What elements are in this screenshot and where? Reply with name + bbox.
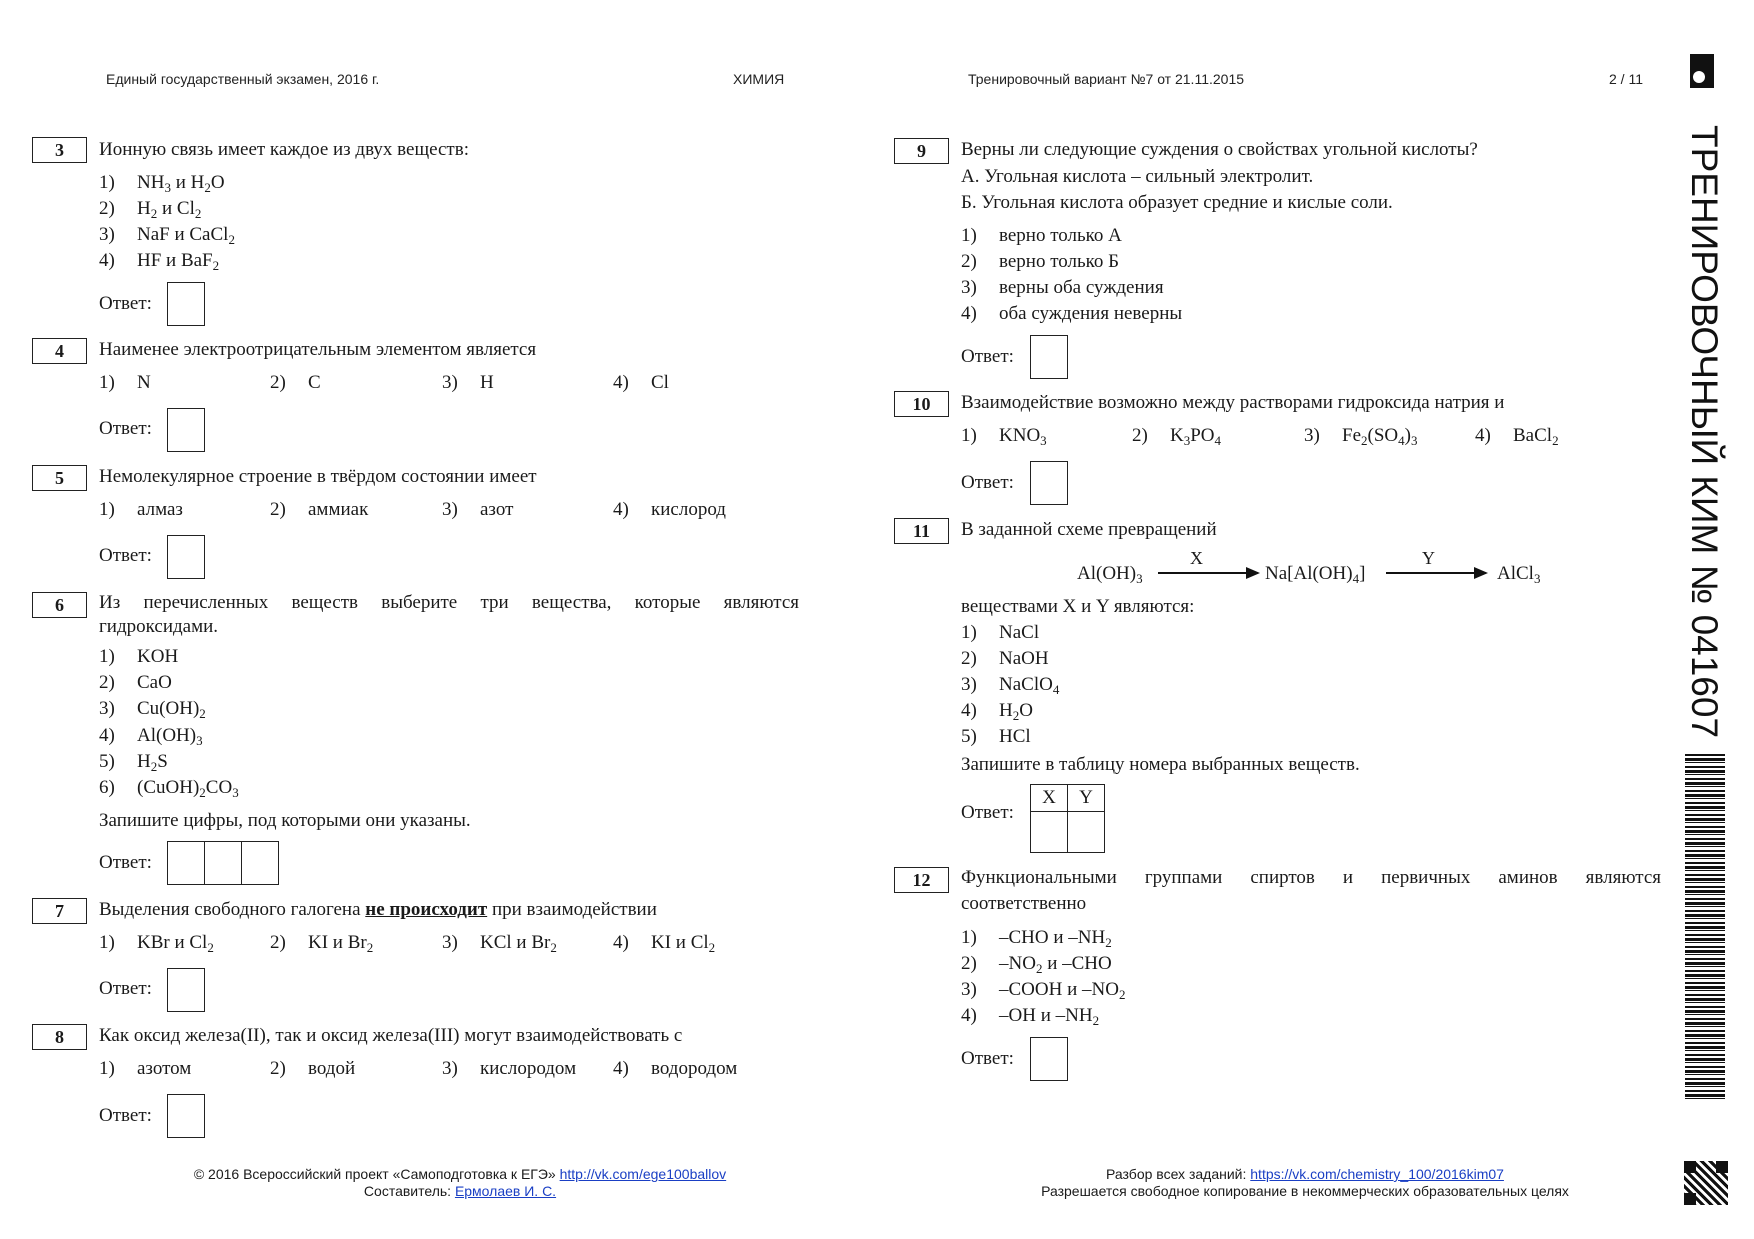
question-text-cont: веществами X и Y являются:: [961, 596, 1195, 617]
option: 3) NaF и CaCl$_2$: [99, 224, 235, 247]
answer-box[interactable]: [241, 841, 279, 885]
answer-box[interactable]: [204, 841, 242, 885]
option: 3) H: [442, 372, 494, 393]
option: 4) оба суждения неверны: [961, 303, 1183, 324]
answer-box[interactable]: [1030, 335, 1068, 379]
exam-title: Единый государственный экзамен, 2016 г.: [106, 71, 380, 87]
option: 1) –CHO и $-NH_2$: [961, 927, 1112, 950]
question-number: 5: [32, 465, 87, 491]
answer-table: [1030, 784, 1105, 853]
answer-label: Ответ:: [961, 472, 1014, 493]
scheme-middle: $Na[Al(OH)_4]$: [1265, 563, 1366, 586]
side-title: [1684, 125, 1734, 739]
author-link[interactable]: Ермолаев И. С.: [454, 1183, 557, 1199]
marker-icon: [1690, 54, 1714, 88]
question-number: 12: [894, 867, 949, 893]
answer-label: Ответ:: [99, 1105, 152, 1126]
option: 2) C: [270, 372, 321, 393]
option: 4) BaCl$_2$: [1475, 425, 1559, 448]
note: Запишите в таблицу номера выбранных веществ.: [961, 754, 1360, 775]
footer-right: Разбор всех заданий: https://vk.com/chemistry_100/2016kim07 Разрешается свободное копирование в некоммерческих образовательных целях: [1041, 1166, 1569, 1199]
answer-cell-y[interactable]: [1068, 812, 1105, 853]
question-text-cont: соответственно: [961, 893, 1087, 914]
statement-b: Б. Угольная кислота образует средние и кислые соли.: [961, 192, 1393, 213]
option: 2) $K_3PO_4$: [1132, 425, 1222, 448]
option: 1) алмаз: [99, 499, 183, 520]
option: 4) водородом: [613, 1058, 738, 1079]
footer-left: © 2016 Всероссийский проект «Самоподготовка к ЕГЭ» http://vk.com/ege100ballov Составитель: Ермолаев И. С.: [193, 1166, 727, 1199]
note: Запишите цифры, под которыми они указаны.: [99, 810, 471, 831]
answer-label: Ответ:: [99, 293, 152, 314]
answer-box[interactable]: [1030, 1037, 1068, 1081]
option: 1) верно только А: [961, 225, 1122, 246]
answer-box[interactable]: [167, 408, 205, 452]
scheme-end: AlCl$_3$: [1497, 563, 1541, 586]
option: 3) –COOH и $-NO_2$: [961, 979, 1126, 1002]
question-number: 11: [894, 518, 949, 544]
option: 2) $-NO_2$ и –CHO: [961, 953, 1112, 976]
answer-label: Ответ:: [99, 978, 152, 999]
scheme-start: $Al(OH)_3$: [1077, 563, 1143, 586]
option: 1) азотом: [99, 1058, 192, 1079]
option: 2) $H_2$ и $Cl_2$: [99, 198, 202, 221]
question-number: 7: [32, 898, 87, 924]
question-text: Немолекулярное строение в твёрдом состоянии имеет: [99, 466, 537, 487]
question-text: Взаимодействие возможно между растворами гидроксида натрия и: [961, 392, 1505, 413]
question-text: Ионную связь имеет каждое из двух веществ:: [99, 139, 469, 160]
arrow: [1158, 572, 1258, 574]
option: 3) кислородом: [442, 1058, 577, 1079]
side-title-text: ТРЕНИРОВОЧНЫЙ КИМ № 041607: [1684, 125, 1725, 739]
option: 2) NaOH: [961, 648, 1049, 669]
answer-label: Ответ:: [961, 1048, 1014, 1069]
answer-label: Ответ:: [99, 545, 152, 566]
option: 1) KBr и $Cl_2$: [99, 932, 214, 955]
answer-cell-x[interactable]: [1031, 812, 1068, 853]
barcode: [1685, 754, 1725, 1100]
option: 4) HF и BaF$_2$: [99, 250, 220, 273]
answer-box[interactable]: [1030, 461, 1068, 505]
question-text-cont: гидроксидами.: [99, 616, 219, 637]
question-text: Как оксид железа(II), так и оксид железа(III) могут взаимодействовать с: [99, 1025, 683, 1046]
answer-box[interactable]: [167, 535, 205, 579]
option: 4) кислород: [613, 499, 726, 520]
table-header-x: X: [1031, 785, 1068, 812]
option: 4) $Al(OH)_3$: [99, 725, 203, 748]
option: 1) NaCl: [961, 622, 1040, 643]
option: 1) $KNO_3$: [961, 425, 1047, 448]
variant: Тренировочный вариант №7 от 21.11.2015: [968, 71, 1245, 87]
option: 5) $H_2S$: [99, 751, 168, 774]
option: 4) –OH и $-NH_2$: [961, 1005, 1100, 1028]
option: 2) аммиак: [270, 499, 369, 520]
table-header-y: Y: [1068, 785, 1105, 812]
option: 1) N: [99, 372, 151, 393]
option: 3) KCl и $Br_2$: [442, 932, 557, 955]
question-number: 6: [32, 592, 87, 618]
statement-a: А. Угольная кислота – сильный электролит.: [961, 166, 1314, 187]
option: 4) KI и $Cl_2$: [613, 932, 716, 955]
answer-box[interactable]: [167, 841, 205, 885]
answer-label: Ответ:: [961, 346, 1014, 367]
option: 3) NaClO$_4$: [961, 674, 1060, 697]
option: 2) верно только Б: [961, 251, 1120, 272]
option: 3) $Cu(OH)_2$: [99, 698, 206, 721]
answer-label: Ответ:: [961, 802, 1014, 823]
option: 3) $Fe_2(SO_4)_3$: [1304, 425, 1418, 448]
subject: ХИМИЯ: [733, 71, 785, 87]
question-number: 8: [32, 1024, 87, 1050]
qr-code: [1683, 1160, 1729, 1206]
question-text: Верны ли следующие суждения о свойствах угольной кислоты?: [961, 139, 1478, 160]
question-number: 10: [894, 391, 949, 417]
question-text: Выделения свободного галогена не происходит при взаимодействии: [99, 899, 657, 920]
option: 4) Cl: [613, 372, 669, 393]
question-number: 9: [894, 138, 949, 164]
option: 2) водой: [270, 1058, 356, 1079]
answer-box[interactable]: [167, 1094, 205, 1138]
answer-box[interactable]: [167, 282, 205, 326]
option: 1) KOH: [99, 646, 179, 667]
emphasis: не происходит: [365, 899, 488, 920]
footer-link[interactable]: http://vk.com/ege100ballov: [559, 1166, 727, 1182]
answer-label: Ответ:: [99, 852, 152, 873]
question-text: В заданной схеме превращений: [961, 519, 1217, 540]
arrow-label-x: X: [1190, 548, 1203, 568]
option: 5) HCl: [961, 726, 1031, 747]
page-number: 2 / 11: [1609, 71, 1643, 87]
answer-label: Ответ:: [99, 418, 152, 439]
option: 3) азот: [442, 499, 514, 520]
question-number: 4: [32, 338, 87, 364]
option: 3) верны оба суждения: [961, 277, 1164, 298]
question-text: Наименее электроотрицательным элементом является: [99, 339, 537, 360]
question-text: Из перечисленных веществ выберите три вещества, которые являются: [99, 592, 799, 613]
arrow: [1386, 572, 1486, 574]
arrow-label-y: Y: [1422, 548, 1435, 568]
option: 2) CaO: [99, 672, 172, 693]
option: 6) $(CuOH)_2CO_3$: [99, 777, 239, 800]
question-text: Функциональными группами спиртов и первичных аминов являются: [961, 867, 1661, 888]
option: 2) KI и $Br_2$: [270, 932, 374, 955]
option: 4) $H_2O$: [961, 700, 1033, 723]
question-number: 3: [32, 137, 87, 163]
option: 1) $NH_3$ и $H_2O$: [99, 172, 225, 195]
solutions-link[interactable]: https://vk.com/chemistry_100/2016kim07: [1250, 1166, 1504, 1182]
answer-box[interactable]: [167, 968, 205, 1012]
